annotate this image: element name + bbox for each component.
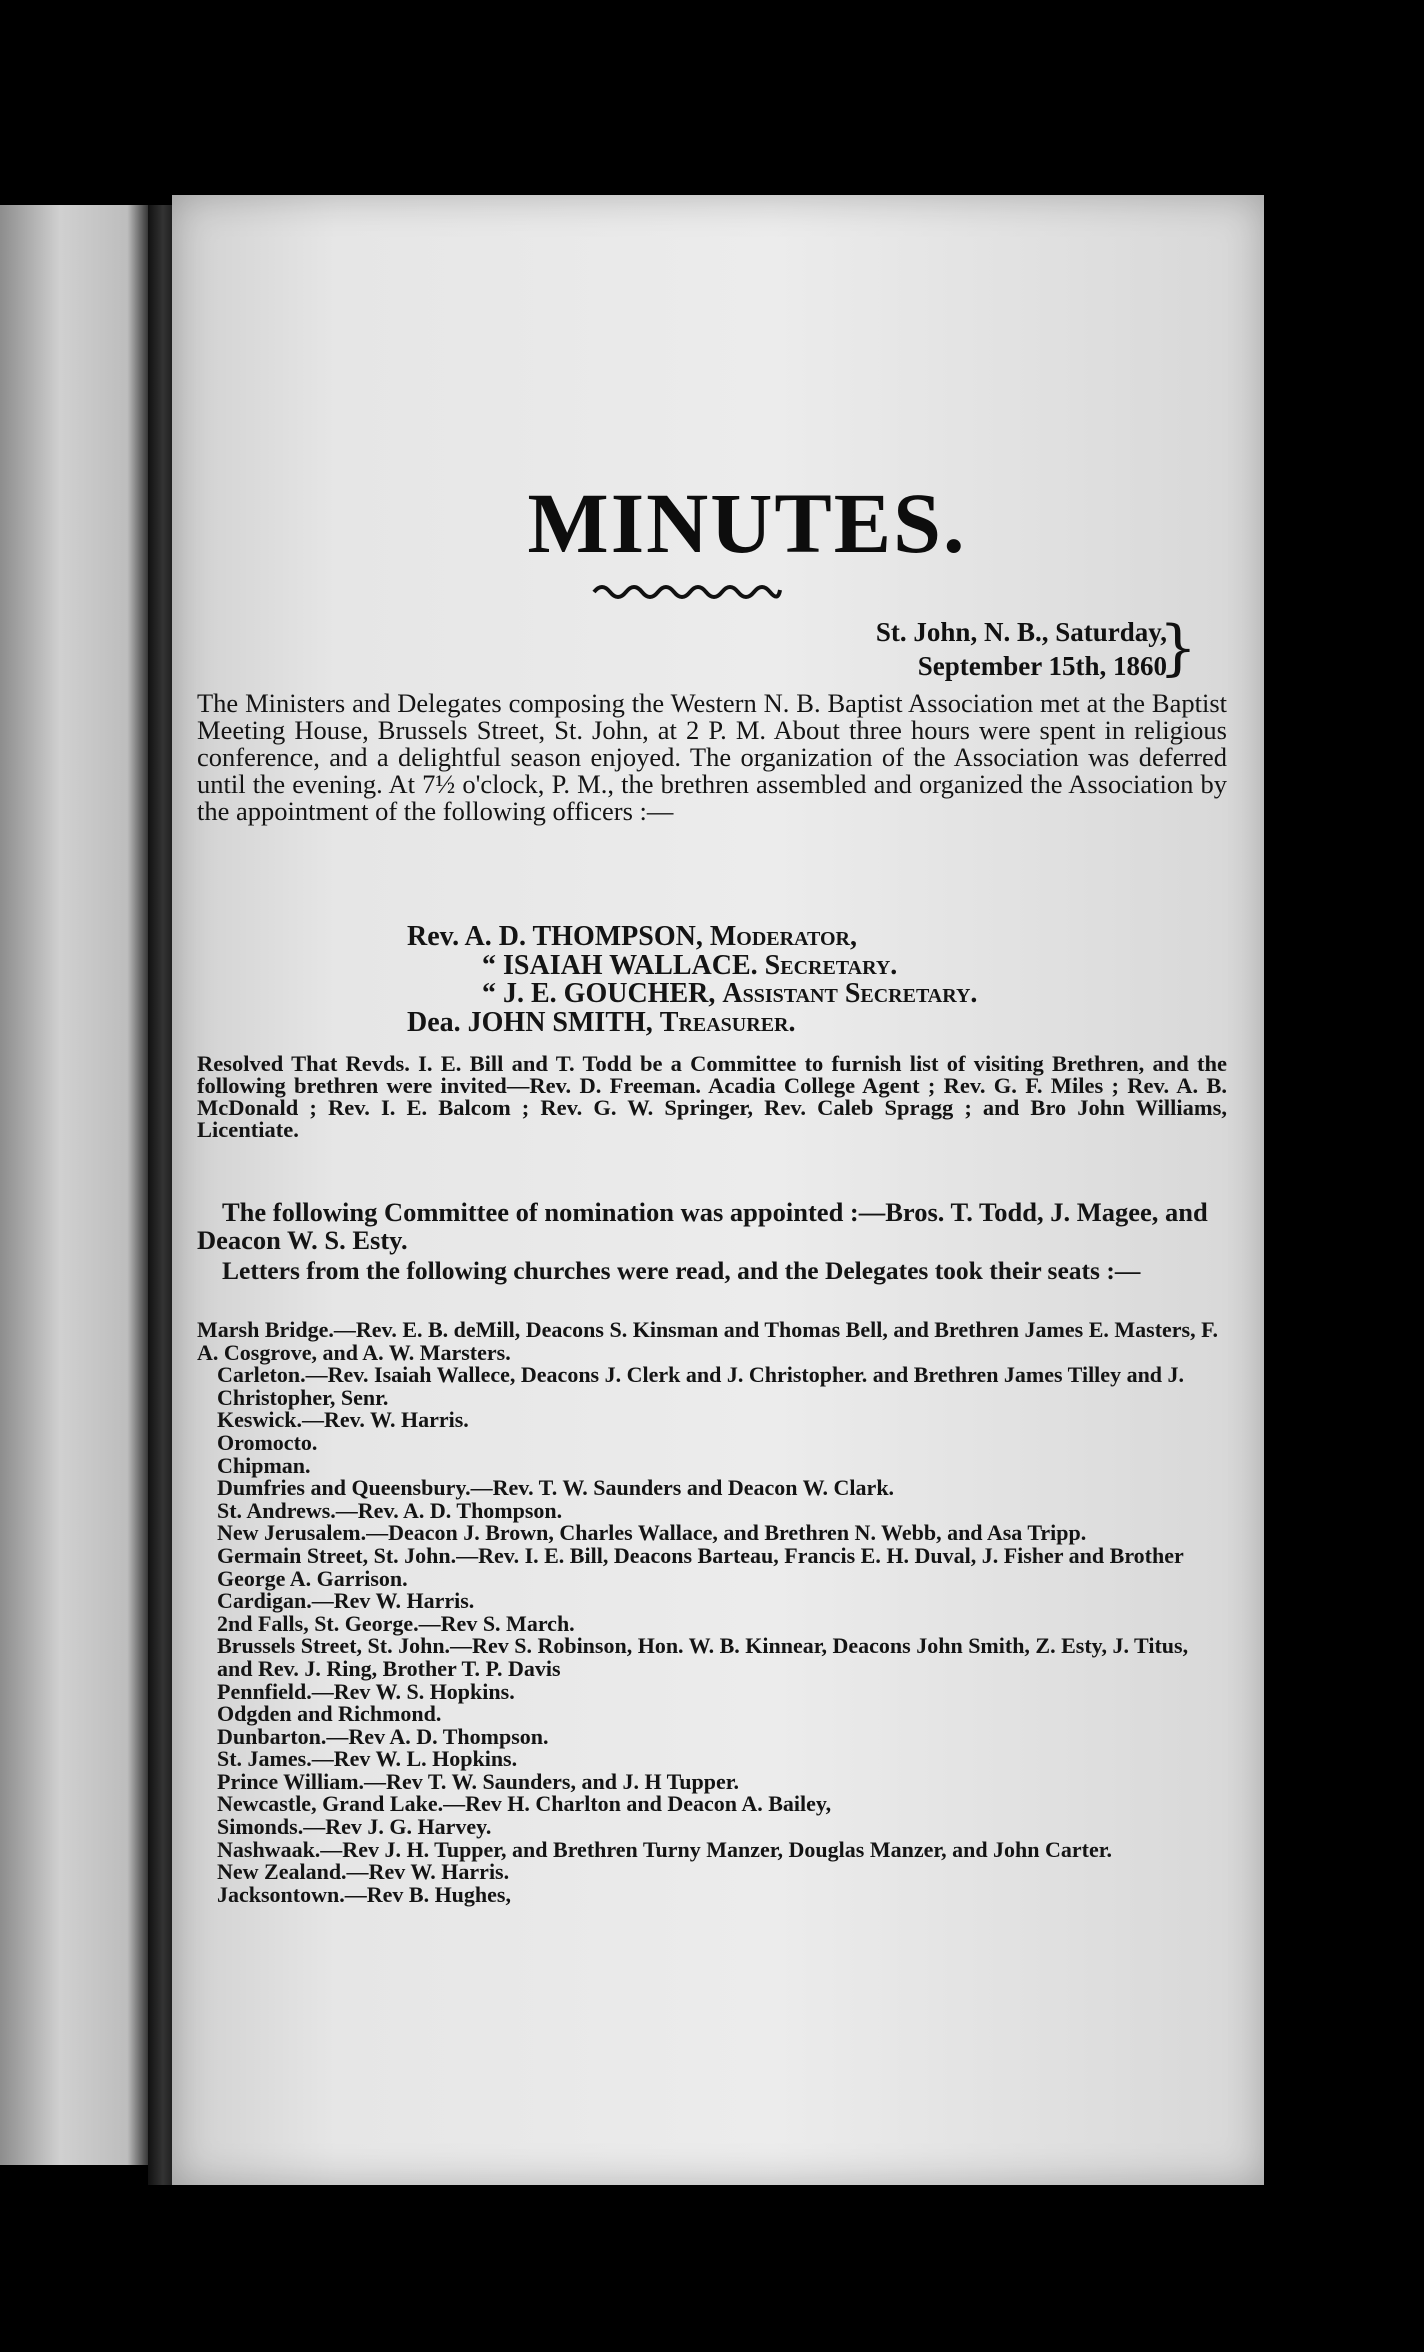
letters-paragraph: Letters from the following churches were read, and the Delegates took their seats :—: [222, 1256, 1141, 1285]
church-entry: Brussels Street, St. John.—Rev S. Robinson, Hon. W. B. Kinnear, Deacons John Smith, Z. Esty, J. Titus, and Rev. J. Ring, Brother T. P. Davis: [217, 1633, 1189, 1681]
dateline: [876, 615, 1167, 683]
officer-name: “ ISAIAH WALLACE.: [482, 949, 758, 981]
document-page: [172, 195, 1264, 2185]
officer-role: Treasurer.: [659, 1006, 796, 1038]
church-entry: St. James.—Rev W. L. Hopkins.: [217, 1746, 518, 1772]
church-entry: New Zealand.—Rev W. Harris.: [217, 1859, 510, 1885]
opening-paragraph: The Ministers and Delegates composing the Western N. B. Baptist Association met at the Baptist Meeting House, Brussels Street, St. John, at 2 P. M. About three hours were spent in religious conference, and a delightful season enjoyed. The organization of the Association was deferred until the evening. At 7½ o'clock, P. M., the brethren assembled and organized the Association by the appointment of the following officers :—: [197, 688, 1227, 826]
officers-list: [197, 923, 1227, 1037]
committee-paragraph: The following Committee of nomination was appointed :—Bros. T. Todd, J. Magee, and Deacon W. S. Esty.: [197, 1197, 1208, 1255]
page-title: MINUTES.: [527, 475, 967, 571]
officer-name: Rev. A. D. THOMPSON,: [407, 921, 703, 952]
dateline-date: September 15th, 1860: [917, 651, 1167, 681]
church-entry: Germain Street, St. John.—Rev. I. E. Bill, Deacons Barteau, Francis E. H. Duval, J. Fisher and Brother George A. Garrison.: [217, 1542, 1184, 1591]
officer-secretary: [197, 949, 1227, 981]
church-entry: Carleton.—Rev. Isaiah Wallece, Deacons J. Clerk and J. Christopher. and Brethren James Tilley and J. Christopher, Senr.: [217, 1362, 1185, 1410]
church-entry: Dunbarton.—Rev A. D. Thompson.: [217, 1723, 549, 1749]
church-entry: Dumfries and Queensbury.—Rev. T. W. Saunders and Deacon W. Clark.: [217, 1475, 895, 1501]
church-entry: Simonds.—Rev J. G. Harvey.: [217, 1814, 492, 1840]
church-entry: Prince William.—Rev T. W. Saunders, and J. H Tupper.: [217, 1768, 740, 1794]
officer-role: Secretary.: [764, 949, 898, 981]
church-entry: Oromocto.: [217, 1429, 318, 1455]
church-entry: Jacksontown.—Rev B. Hughes,: [217, 1881, 511, 1907]
officer-role: Assistant Secretary.: [722, 978, 978, 1009]
church-entry: St. Andrews.—Rev. A. D. Thompson.: [217, 1497, 563, 1523]
officer-name: Dea. JOHN SMITH,: [407, 1006, 653, 1038]
church-entry: New Jerusalem.—Deacon J. Brown, Charles Wallace, and Brethren N. Webb, and Asa Tripp.: [217, 1520, 1087, 1546]
officer-treasurer: [197, 1006, 1227, 1038]
church-entry: Odgden and Richmond.: [217, 1701, 442, 1727]
church-entry: Chipman.: [217, 1452, 311, 1478]
church-entry: Pennfield.—Rev W. S. Hopkins.: [217, 1678, 515, 1704]
church-entry: 2nd Falls, St. George.—Rev S. March.: [217, 1610, 575, 1636]
officer-role: Moderator,: [709, 921, 857, 952]
church-entry: Keswick.—Rev. W. Harris.: [217, 1407, 469, 1433]
church-entry: Newcastle, Grand Lake.—Rev H. Charlton and Deacon A. Bailey,: [217, 1791, 832, 1817]
officer-moderator: [197, 923, 1227, 952]
officer-assistant-secretary: [197, 980, 1227, 1009]
officer-name: “ J. E. GOUCHER,: [482, 978, 716, 1009]
church-entry: Cardigan.—Rev W. Harris.: [217, 1588, 475, 1614]
dateline-place: St. John, N. B., Saturday,: [875, 617, 1167, 647]
facing-page: [0, 205, 150, 2165]
resolution-paragraph: Resolved That Revds. I. E. Bill and T. Todd be a Committee to furnish list of visiting Brethren, and the following brethren were invited—Rev. D. Freeman. Acadia College Agent ; Rev. G. F. Miles ; Rev. A. B. McDonald ; Rev. I. E. Balcom ; Rev. G. W. Springer, Rev. Caleb Spragg ; and Bro John Williams, Licentiate.: [197, 1051, 1227, 1142]
decorative-rule: [592, 580, 782, 600]
brace-mark: }: [1158, 613, 1197, 683]
church-entry: Marsh Bridge.—Rev. E. B. deMill, Deacons S. Kinsman and Thomas Bell, and Brethren James E. Masters, F. A. Cosgrove, and A. W. Marsters.: [197, 1317, 1219, 1365]
church-entry: Nashwaak.—Rev J. H. Tupper, and Brethren Turny Manzer, Douglas Manzer, and John Carter.: [217, 1836, 1113, 1862]
church-list: [197, 1319, 1227, 1906]
